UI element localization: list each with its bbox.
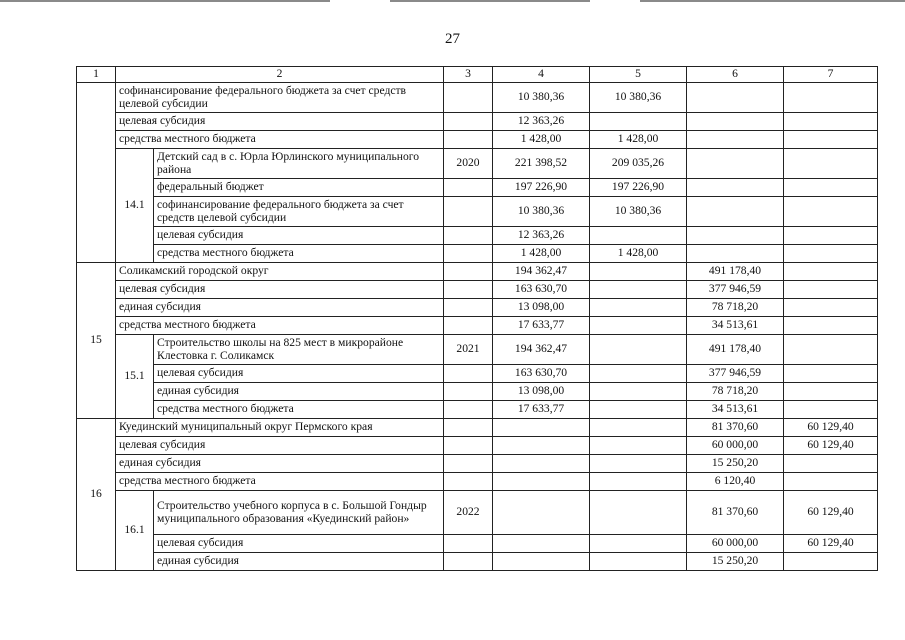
value-cell xyxy=(590,473,687,491)
year-cell xyxy=(444,419,493,437)
header-cell: 5 xyxy=(590,67,687,83)
table-row xyxy=(77,383,878,401)
value-cell: 10 380,36 xyxy=(493,197,590,227)
value-cell: 377 946,59 xyxy=(687,365,784,383)
value-cell xyxy=(493,553,590,571)
value-cell xyxy=(687,197,784,227)
value-cell xyxy=(590,317,687,335)
value-cell: 60 129,40 xyxy=(784,419,878,437)
value-cell: 60 000,00 xyxy=(687,437,784,455)
row-name: Соликамский городской округ xyxy=(116,263,444,281)
table-row xyxy=(77,245,878,263)
table-row xyxy=(77,281,878,299)
value-cell xyxy=(493,419,590,437)
row-name: средства местного бюджета xyxy=(116,131,444,149)
table-row xyxy=(77,83,878,113)
year-cell: 2022 xyxy=(444,491,493,535)
header-cell: 1 xyxy=(77,67,116,83)
value-cell xyxy=(590,401,687,419)
value-cell: 10 380,36 xyxy=(590,197,687,227)
value-cell: 13 098,00 xyxy=(493,383,590,401)
subsection-number: 14.1 xyxy=(116,149,154,263)
value-cell xyxy=(687,113,784,131)
table-row xyxy=(77,365,878,383)
table-row xyxy=(77,131,878,149)
value-cell xyxy=(784,263,878,281)
value-cell xyxy=(784,299,878,317)
table-row xyxy=(77,263,878,281)
table-row xyxy=(77,419,878,437)
value-cell xyxy=(687,179,784,197)
value-cell: 81 370,60 xyxy=(687,491,784,535)
year-cell xyxy=(444,281,493,299)
row-name: единая субсидия xyxy=(116,299,444,317)
table-row xyxy=(77,179,878,197)
row-name: Детский сад в с. Юрла Юрлинского муниципального района xyxy=(154,149,444,179)
year-cell xyxy=(444,455,493,473)
year-cell xyxy=(444,83,493,113)
year-cell xyxy=(444,227,493,245)
value-cell: 197 226,90 xyxy=(493,179,590,197)
row-name: Куединский муниципальный округ Пермского края xyxy=(116,419,444,437)
value-cell: 60 129,40 xyxy=(784,535,878,553)
year-cell xyxy=(444,553,493,571)
value-cell: 10 380,36 xyxy=(493,83,590,113)
header-cell: 3 xyxy=(444,67,493,83)
value-cell: 163 630,70 xyxy=(493,281,590,299)
row-name: целевая субсидия xyxy=(154,227,444,245)
value-cell: 17 633,77 xyxy=(493,401,590,419)
scan-edge-segment xyxy=(640,0,905,2)
value-cell: 15 250,20 xyxy=(687,553,784,571)
value-cell xyxy=(590,419,687,437)
value-cell: 34 513,61 xyxy=(687,401,784,419)
row-name: Строительство учебного корпуса в с. Большой Гондыр муниципального образования «Куединский район» xyxy=(154,491,444,535)
value-cell: 1 428,00 xyxy=(493,245,590,263)
value-cell: 17 633,77 xyxy=(493,317,590,335)
value-cell: 6 120,40 xyxy=(687,473,784,491)
value-cell xyxy=(687,245,784,263)
year-cell xyxy=(444,365,493,383)
value-cell xyxy=(784,131,878,149)
value-cell: 60 129,40 xyxy=(784,437,878,455)
value-cell: 1 428,00 xyxy=(493,131,590,149)
value-cell xyxy=(590,455,687,473)
value-cell xyxy=(590,491,687,535)
table-row xyxy=(77,227,878,245)
row-name: средства местного бюджета xyxy=(154,245,444,263)
row-name: средства местного бюджета xyxy=(116,317,444,335)
value-cell xyxy=(784,365,878,383)
table-row xyxy=(77,473,878,491)
value-cell xyxy=(590,437,687,455)
row-name: Строительство школы на 825 мест в микрорайоне Клестовка г. Соликамск xyxy=(154,335,444,365)
value-cell xyxy=(784,383,878,401)
table-row xyxy=(77,299,878,317)
value-cell: 163 630,70 xyxy=(493,365,590,383)
value-cell xyxy=(784,179,878,197)
year-cell: 2020 xyxy=(444,149,493,179)
section-number: 15 xyxy=(77,263,116,419)
year-cell xyxy=(444,131,493,149)
value-cell xyxy=(784,553,878,571)
value-cell: 197 226,90 xyxy=(590,179,687,197)
year-cell xyxy=(444,317,493,335)
value-cell: 377 946,59 xyxy=(687,281,784,299)
section-number-cell xyxy=(77,83,116,263)
value-cell xyxy=(687,131,784,149)
section-number: 16 xyxy=(77,419,116,571)
value-cell xyxy=(784,455,878,473)
value-cell: 491 178,40 xyxy=(687,263,784,281)
row-name: единая субсидия xyxy=(116,455,444,473)
value-cell: 60 000,00 xyxy=(687,535,784,553)
scan-edge-segment xyxy=(0,0,330,2)
year-cell xyxy=(444,299,493,317)
value-cell: 12 363,26 xyxy=(493,227,590,245)
row-name: целевая субсидия xyxy=(116,437,444,455)
value-cell xyxy=(590,535,687,553)
table-row xyxy=(77,491,878,535)
row-name: единая субсидия xyxy=(154,383,444,401)
value-cell xyxy=(784,317,878,335)
value-cell xyxy=(590,113,687,131)
value-cell: 78 718,20 xyxy=(687,383,784,401)
value-cell: 1 428,00 xyxy=(590,245,687,263)
value-cell xyxy=(784,113,878,131)
value-cell xyxy=(784,401,878,419)
top-scan-edge xyxy=(0,0,905,3)
year-cell xyxy=(444,113,493,131)
value-cell: 78 718,20 xyxy=(687,299,784,317)
value-cell: 12 363,26 xyxy=(493,113,590,131)
scan-edge-segment xyxy=(390,0,590,2)
year-cell xyxy=(444,437,493,455)
table-row xyxy=(77,317,878,335)
row-name: целевая субсидия xyxy=(154,365,444,383)
row-name: средства местного бюджета xyxy=(154,401,444,419)
header-cell: 7 xyxy=(784,67,878,83)
header-row xyxy=(77,67,878,83)
value-cell: 491 178,40 xyxy=(687,335,784,365)
row-name: целевая субсидия xyxy=(116,113,444,131)
value-cell xyxy=(784,83,878,113)
value-cell xyxy=(590,263,687,281)
subsection-number: 16.1 xyxy=(116,491,154,571)
value-cell: 34 513,61 xyxy=(687,317,784,335)
year-cell xyxy=(444,197,493,227)
value-cell xyxy=(784,335,878,365)
value-cell xyxy=(687,227,784,245)
year-cell xyxy=(444,179,493,197)
value-cell: 194 362,47 xyxy=(493,335,590,365)
table-row xyxy=(77,437,878,455)
value-cell xyxy=(493,455,590,473)
table-row xyxy=(77,113,878,131)
value-cell xyxy=(590,383,687,401)
row-name: целевая субсидия xyxy=(116,281,444,299)
row-name: федеральный бюджет xyxy=(154,179,444,197)
value-cell xyxy=(687,149,784,179)
year-cell xyxy=(444,383,493,401)
year-cell xyxy=(444,401,493,419)
page-number: 27 xyxy=(445,31,460,47)
year-cell xyxy=(444,263,493,281)
subsection-number: 15.1 xyxy=(116,335,154,419)
value-cell: 13 098,00 xyxy=(493,299,590,317)
value-cell xyxy=(784,197,878,227)
table-row xyxy=(77,335,878,365)
header-cell: 2 xyxy=(116,67,444,83)
budget-table xyxy=(76,66,878,571)
row-name: единая субсидия xyxy=(154,553,444,571)
row-name: софинансирование федерального бюджета за счет средств целевой субсидии xyxy=(154,197,444,227)
value-cell xyxy=(493,473,590,491)
value-cell: 60 129,40 xyxy=(784,491,878,535)
year-cell xyxy=(444,245,493,263)
value-cell xyxy=(493,437,590,455)
header-cell: 4 xyxy=(493,67,590,83)
row-name: средства местного бюджета xyxy=(116,473,444,491)
table-row xyxy=(77,401,878,419)
year-cell xyxy=(444,473,493,491)
value-cell xyxy=(493,535,590,553)
table-row xyxy=(77,535,878,553)
value-cell xyxy=(784,245,878,263)
value-cell xyxy=(590,335,687,365)
value-cell xyxy=(784,227,878,245)
value-cell xyxy=(493,491,590,535)
value-cell xyxy=(590,227,687,245)
year-cell xyxy=(444,535,493,553)
value-cell xyxy=(687,83,784,113)
value-cell xyxy=(590,365,687,383)
value-cell xyxy=(590,281,687,299)
year-cell: 2021 xyxy=(444,335,493,365)
value-cell xyxy=(784,281,878,299)
value-cell: 1 428,00 xyxy=(590,131,687,149)
value-cell xyxy=(590,299,687,317)
row-name: целевая субсидия xyxy=(154,535,444,553)
value-cell: 209 035,26 xyxy=(590,149,687,179)
header-cell: 6 xyxy=(687,67,784,83)
value-cell xyxy=(784,473,878,491)
table-row xyxy=(77,149,878,179)
value-cell: 81 370,60 xyxy=(687,419,784,437)
value-cell xyxy=(784,149,878,179)
table-row xyxy=(77,553,878,571)
table-row xyxy=(77,455,878,473)
value-cell: 10 380,36 xyxy=(590,83,687,113)
row-name: софинансирование федерального бюджета за счет средств целевой субсидии xyxy=(116,83,444,113)
value-cell: 15 250,20 xyxy=(687,455,784,473)
value-cell: 194 362,47 xyxy=(493,263,590,281)
table-row xyxy=(77,197,878,227)
value-cell xyxy=(590,553,687,571)
value-cell: 221 398,52 xyxy=(493,149,590,179)
